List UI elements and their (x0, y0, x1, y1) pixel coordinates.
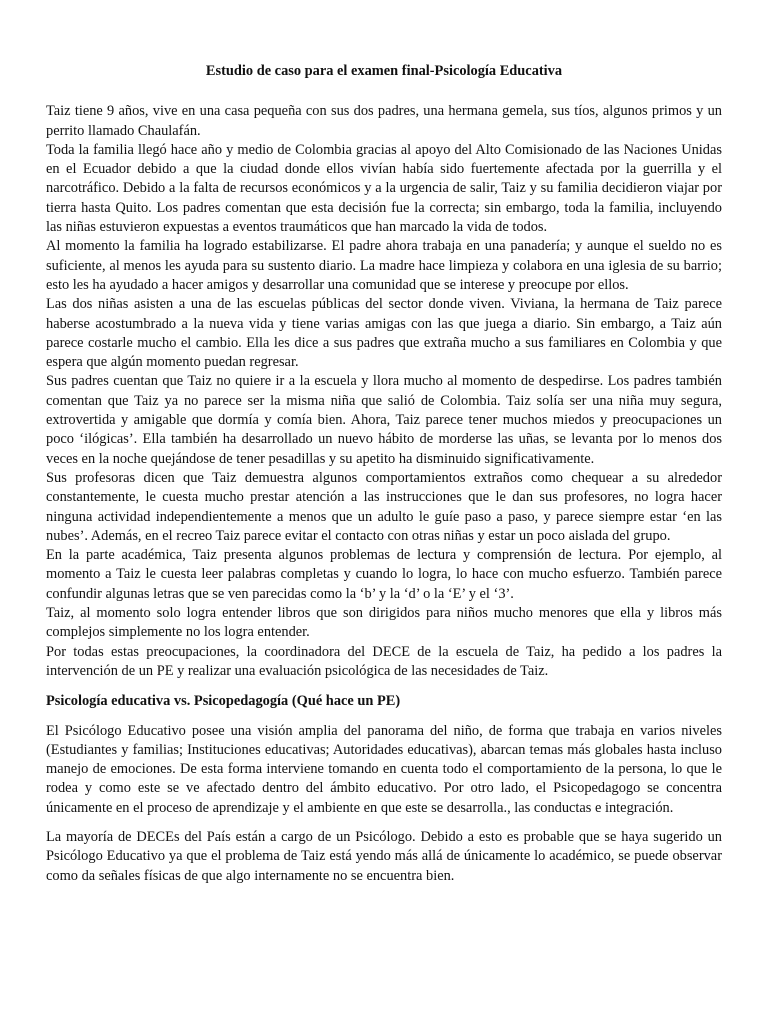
section-heading: Psicología educativa vs. Psicopedagogía (Qué hace un PE) (46, 693, 401, 710)
case-paragraph: Sus profesoras dicen que Taiz demuestra algunos comportamientos extraños como chequear a su alrededor constantemente, le cuesta mucho prestar atención a las instrucciones que le dan sus profesores, no logra hacer ninguna actividad independientemente a menos que un adulto le guíe paso a paso, y parece siempre estar ‘en las nubes’. Además, en el recreo Taiz parece evitar el contacto con otras niñas y estar un poco aislada del grupo. (46, 469, 722, 544)
case-paragraph: Taiz tiene 9 años, vive en una casa pequeña con sus dos padres, una hermana gemela, sus tíos, algunos primos y un perrito llamado Chaulafán. (46, 103, 722, 139)
section-paragraph: El Psicólogo Educativo posee una visión amplia del panorama del niño, de forma que trabaja en varios niveles (Estudiantes y familias; Instituciones educativas; Autoridades educativas), abarcan temas más globales hasta incluso manejo de emociones. De esta forma interviene tomando en cuenta todo el comportamiento de la persona, lo que le rodea y como este se ve afectado dentro del ámbito educativo. Por otro lado, el Psicopedagogo se concentra únicamente en el proceso de aprendizaje y el ambiente en que este se desarrolla., las conductas e integración. (46, 722, 722, 816)
document-page (46, 62, 722, 886)
case-paragraph: Al momento la familia ha logrado estabilizarse. El padre ahora trabaja en una panadería; y aunque el sueldo no es suficiente, al menos les ayuda para su sustento diario. La madre hace limpieza y colabora en una iglesia de su barrio; esto les ha ayudado a hacer amigos y desarrollar una comunidad que se interese y preocupe por ellos. (46, 238, 722, 293)
case-paragraph: Las dos niñas asisten a una de las escuelas públicas del sector donde viven. Viviana, la hermana de Taiz parece haberse acostumbrado a la nueva vida y tiene varias amigas con las que juega a diario. Sin embargo, a Taiz aún parece costarle mucho el cambio. Ella les dice a sus padres que extraña mucho a sus familiares en Colombia y que espera que algún momento puedan regresar. (46, 296, 722, 371)
case-paragraph: Toda la familia llegó hace año y medio de Colombia gracias al apoyo del Alto Comisionado de las Naciones Unidas en el Ecuador debido a que la ciudad donde ellos vivían había sido fuertemente afectada por la guerrilla y el narcotráfico. Debido a la falta de recursos económicos y a la urgencia de salir, Taiz y su familia decidieron viajar por tierra hasta Quito. Los padres comentan que esta decisión fue la correcta; sin embargo, toda la familia, incluyendo las niñas estuvieron expuestas a eventos traumáticos que han marcado la vida de todos. (46, 141, 722, 236)
case-paragraph: Sus padres cuentan que Taiz no quiere ir a la escuela y llora mucho al momento de despedirse. Los padres también comentan que Taiz ya no parece ser la misma niña que salió de Colombia. Taiz solía ser una niña muy segura, extrovertida y amigable que dormía y comía bien. Ahora, Taiz parece tener muchos miedos y preocupaciones un poco ‘ilógicas’. Ella también ha desarrollado un nuevo hábito de morderse las uñas, se levanta por lo menos dos veces en la noche quejándose de tener pesadillas y su apetito ha disminuido significativamente. (46, 373, 722, 467)
section-paragraph: La mayoría de DECEs del País están a cargo de un Psicólogo. Debido a esto es probable que se haya sugerido un Psicólogo Educativo ya que el problema de Taiz está yendo más allá de únicamente lo académico, se puede observar como da señales físicas de que algo internamente no se encuentra bien. (46, 828, 722, 884)
document-title: Estudio de caso para el examen final-Psicología Educativa (205, 63, 563, 79)
case-paragraph: En la parte académica, Taiz presenta algunos problemas de lectura y comprensión de lectura. Por ejemplo, al momento a Taiz le cuesta leer palabras completas y cuando lo logra, lo hace con mucho esfuerzo. También parece confundir algunas letras que se ven parecidas como la ‘b’ y la ‘d’ o la ‘E’ y el ‘3’. (46, 547, 722, 602)
case-paragraph: Taiz, al momento solo logra entender libros que son dirigidos para niños mucho menores que ella y libros más complejos simplemente no los logra entender. (46, 605, 722, 641)
case-paragraph: Por todas estas preocupaciones, la coordinadora del DECE de la escuela de Taiz, ha pedido a los padres la intervención de un PE y realizar una evaluación psicológica de las necesidades de Taiz. (46, 643, 722, 679)
